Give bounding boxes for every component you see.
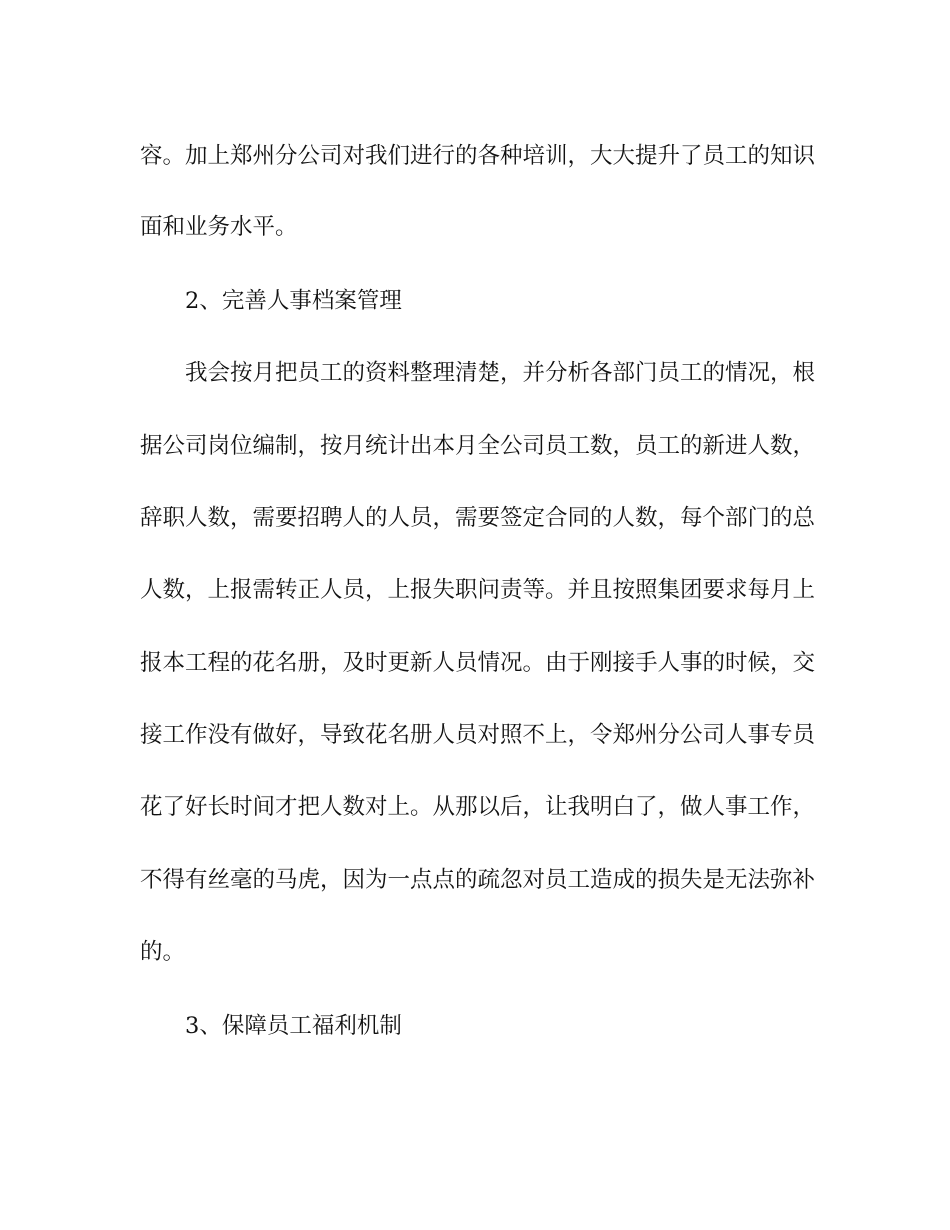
section-heading: 2、完善人事档案管理 bbox=[185, 288, 402, 314]
paragraph-line: 的。 bbox=[140, 939, 186, 965]
paragraph-line: 人数，上报需转正人员，上报失职问责等。并且按照集团要求每月上 bbox=[140, 577, 816, 603]
paragraph-line: 不得有丝毫的马虎，因为一点点的疏忽对员工造成的损失是无法弥补 bbox=[140, 867, 816, 893]
paragraph-line: 我会按月把员工的资料整理清楚，并分析各部门员工的情况，根 bbox=[185, 360, 816, 386]
paragraph-line: 容。加上郑州分公司对我们进行的各种培训，大大提升了员工的知识 bbox=[140, 143, 816, 169]
paragraph-line: 花了好长时间才把人数对上。从那以后，让我明白了，做人事工作， bbox=[140, 794, 816, 820]
paragraph-line: 面和业务水平。 bbox=[140, 214, 298, 240]
paragraph-line: 辞职人数，需要招聘人的人员，需要签定合同的人数，每个部门的总 bbox=[140, 505, 816, 531]
paragraph-line: 接工作没有做好，导致花名册人员对照不上，令郑州分公司人事专员 bbox=[140, 722, 816, 748]
paragraph-line: 据公司岗位编制，按月统计出本月全公司员工数，员工的新进人数， bbox=[140, 433, 816, 459]
paragraph-line: 报本工程的花名册，及时更新人员情况。由于刚接手人事的时候，交 bbox=[140, 650, 816, 676]
section-heading: 3、保障员工福利机制 bbox=[185, 1013, 402, 1039]
